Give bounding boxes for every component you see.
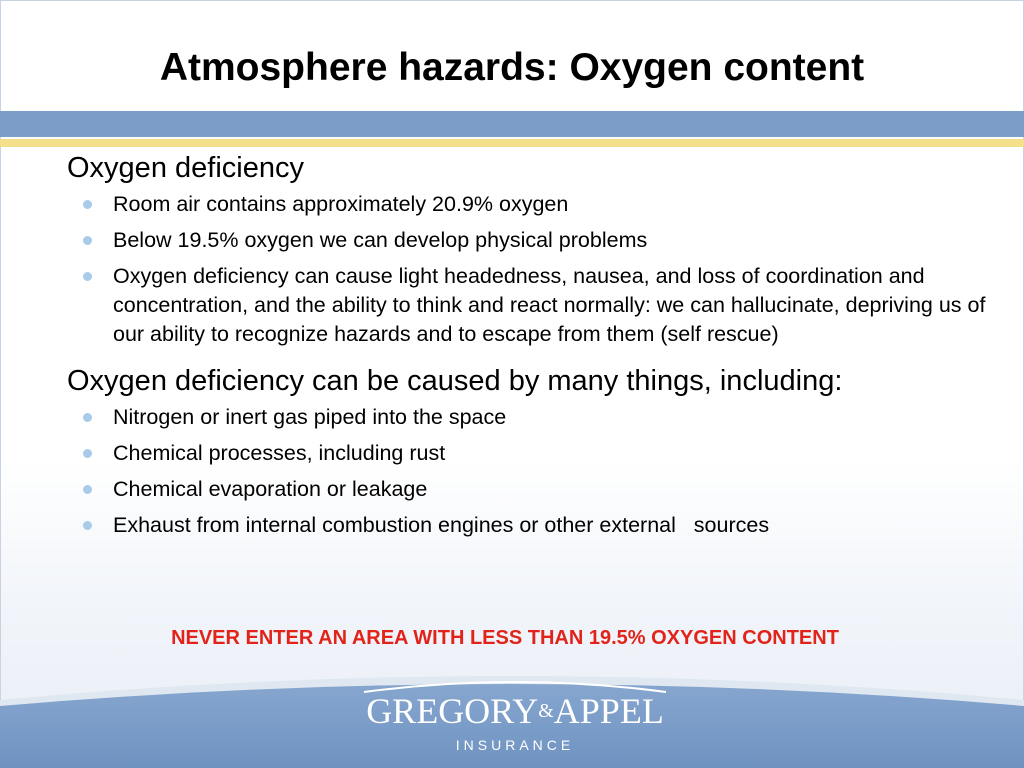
bullet-list (67, 403, 997, 540)
logo-name (360, 690, 670, 732)
bullet-text: Exhaust from internal combustion engines or other external sources (113, 513, 770, 537)
logo-ampersand: & (538, 700, 554, 722)
bullet-icon (83, 485, 92, 494)
bullet-text: Chemical evaporation or leakage (113, 477, 428, 501)
slide-content (67, 148, 997, 547)
logo-name-part2: APPEL (553, 691, 664, 731)
title-band (0, 111, 1024, 137)
bullet-text: Chemical processes, including rust (113, 441, 446, 465)
list-item (67, 403, 997, 432)
bullet-icon (83, 272, 92, 281)
bullet-text: Below 19.5% oxygen we can develop physical problems (113, 228, 648, 252)
list-item (67, 511, 997, 540)
logo-name-part1: GREGORY (366, 691, 539, 731)
accent-band (0, 139, 1024, 147)
bullet-icon (83, 449, 92, 458)
bullet-icon (83, 236, 92, 245)
list-item (67, 262, 997, 349)
list-item (67, 475, 997, 504)
bullet-text: Nitrogen or inert gas piped into the space (113, 405, 507, 429)
slide-title: Atmosphere hazards: Oxygen content (159, 46, 865, 89)
list-item (67, 190, 997, 219)
list-item (67, 439, 997, 468)
bullet-icon (83, 521, 92, 530)
section-heading: Oxygen deficiency (67, 152, 304, 184)
list-item (67, 226, 997, 255)
bullet-list (67, 190, 997, 349)
bullet-text: Oxygen deficiency can cause light headedness, nausea, and loss of coordination and concentration, and the ability to think and react normally: we can hallucinate, depriving us of our ability to recognize hazards and to escape from them (self rescue) (113, 264, 986, 346)
warning-text: NEVER ENTER AN AREA WITH LESS THAN 19.5% OXYGEN CONTENT (171, 627, 839, 649)
company-logo (360, 676, 670, 756)
section-heading: Oxygen deficiency can be caused by many things, including: (67, 365, 843, 397)
bullet-icon (83, 200, 92, 209)
bullet-icon (83, 413, 92, 422)
logo-subtitle: INSURANCE (455, 737, 575, 753)
bullet-text: Room air contains approximately 20.9% oxygen (113, 192, 569, 216)
